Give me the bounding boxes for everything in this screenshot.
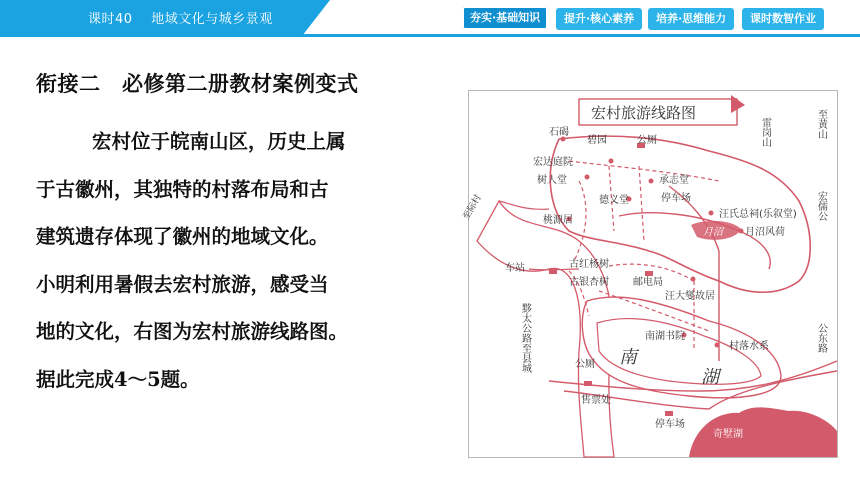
paragraph-line: 于古徽州，其独特的村落布局和古 <box>36 177 329 201</box>
paragraph-line: 据此完成4～5题。 <box>36 367 200 391</box>
label-hu: 湖 <box>701 367 719 388</box>
label-shoupiao: 售票处 <box>581 395 611 406</box>
label-nanhu-shuyuan: 南湖书院 <box>645 331 685 342</box>
label-qishuhu: 奇墅湖 <box>713 429 743 440</box>
route-map-svg <box>461 91 837 457</box>
qishu-lake-hills <box>689 407 837 457</box>
label-parking1: 停车场 <box>661 193 691 204</box>
label-shuren: 树人堂 <box>537 175 567 186</box>
top-bar <box>0 0 860 34</box>
label-yuezhao: 月沼 <box>703 227 723 238</box>
lesson-number: 课时40 <box>88 12 133 27</box>
label-shiqi: 石碣 <box>549 127 569 138</box>
label-gongce2: 公厕 <box>575 359 595 370</box>
label-chezhan: 车站 <box>505 263 525 274</box>
paragraph-line: 地的文化，右图为宏村旅游线路图。 <box>36 320 349 343</box>
paragraph-line: 宏村位于皖南山区，历史上属 <box>92 130 346 153</box>
label-biyuan: 碧园 <box>587 135 607 146</box>
paragraph-line: 小明利用暑假去宏村旅游，感受当 <box>36 272 329 296</box>
label-gongdong: 公东路 <box>815 323 827 353</box>
map-title: 宏村旅游线路图 <box>591 104 697 122</box>
route-map <box>461 90 838 458</box>
question-paragraph <box>36 118 448 403</box>
section-heading: 衔接二 必修第二册教材案例变式 <box>36 72 359 96</box>
tab-thinking-ability[interactable]: 培养·思维能力 <box>648 8 734 30</box>
label-guhongyang: 古红杨树 <box>569 259 609 270</box>
tab-core-literacy[interactable]: 提升·核心素养 <box>556 8 642 30</box>
tab-homework[interactable]: 课时数智作业 <box>742 8 824 30</box>
label-yixian: 黟太公路至县城 <box>519 303 531 373</box>
label-yuezhaofenghe: 月沼风荷 <box>745 227 785 238</box>
lesson-topic: 地域文化与城乡景观 <box>151 12 273 27</box>
paragraph-line: 建筑遗存体现了徽州的地域文化。 <box>36 225 329 248</box>
label-wangda: 汪大燮故居 <box>665 291 715 302</box>
label-leigang: 雷岗山 <box>759 117 771 147</box>
header-underline <box>0 34 860 37</box>
label-nan: 南 <box>619 347 637 368</box>
map-labels <box>460 109 828 440</box>
label-cunluo: 村落水系 <box>729 341 769 352</box>
label-youdianju: 邮电局 <box>633 277 663 288</box>
label-dewen: 德义堂 <box>599 195 629 206</box>
label-hongyi: 宏儒公 <box>815 191 827 221</box>
label-jixi: 至际村 <box>461 193 484 222</box>
label-hongda: 宏达庭院 <box>533 157 573 168</box>
label-parking2: 停车场 <box>655 419 685 430</box>
label-chengzhi: 承志堂 <box>659 175 689 186</box>
map-title-box <box>579 95 745 125</box>
label-guyinxing: 古银杏树 <box>569 277 609 288</box>
label-zhihuang: 至黄山 <box>815 109 827 139</box>
label-gongce1: 公厕 <box>637 135 657 146</box>
label-taoyuan: 桃源居 <box>543 215 573 226</box>
lesson-title <box>88 8 273 27</box>
tab-basic-knowledge[interactable]: 夯实·基础知识 <box>462 6 548 30</box>
label-wangshi: 汪氏总祠(乐叙堂) <box>719 209 797 220</box>
